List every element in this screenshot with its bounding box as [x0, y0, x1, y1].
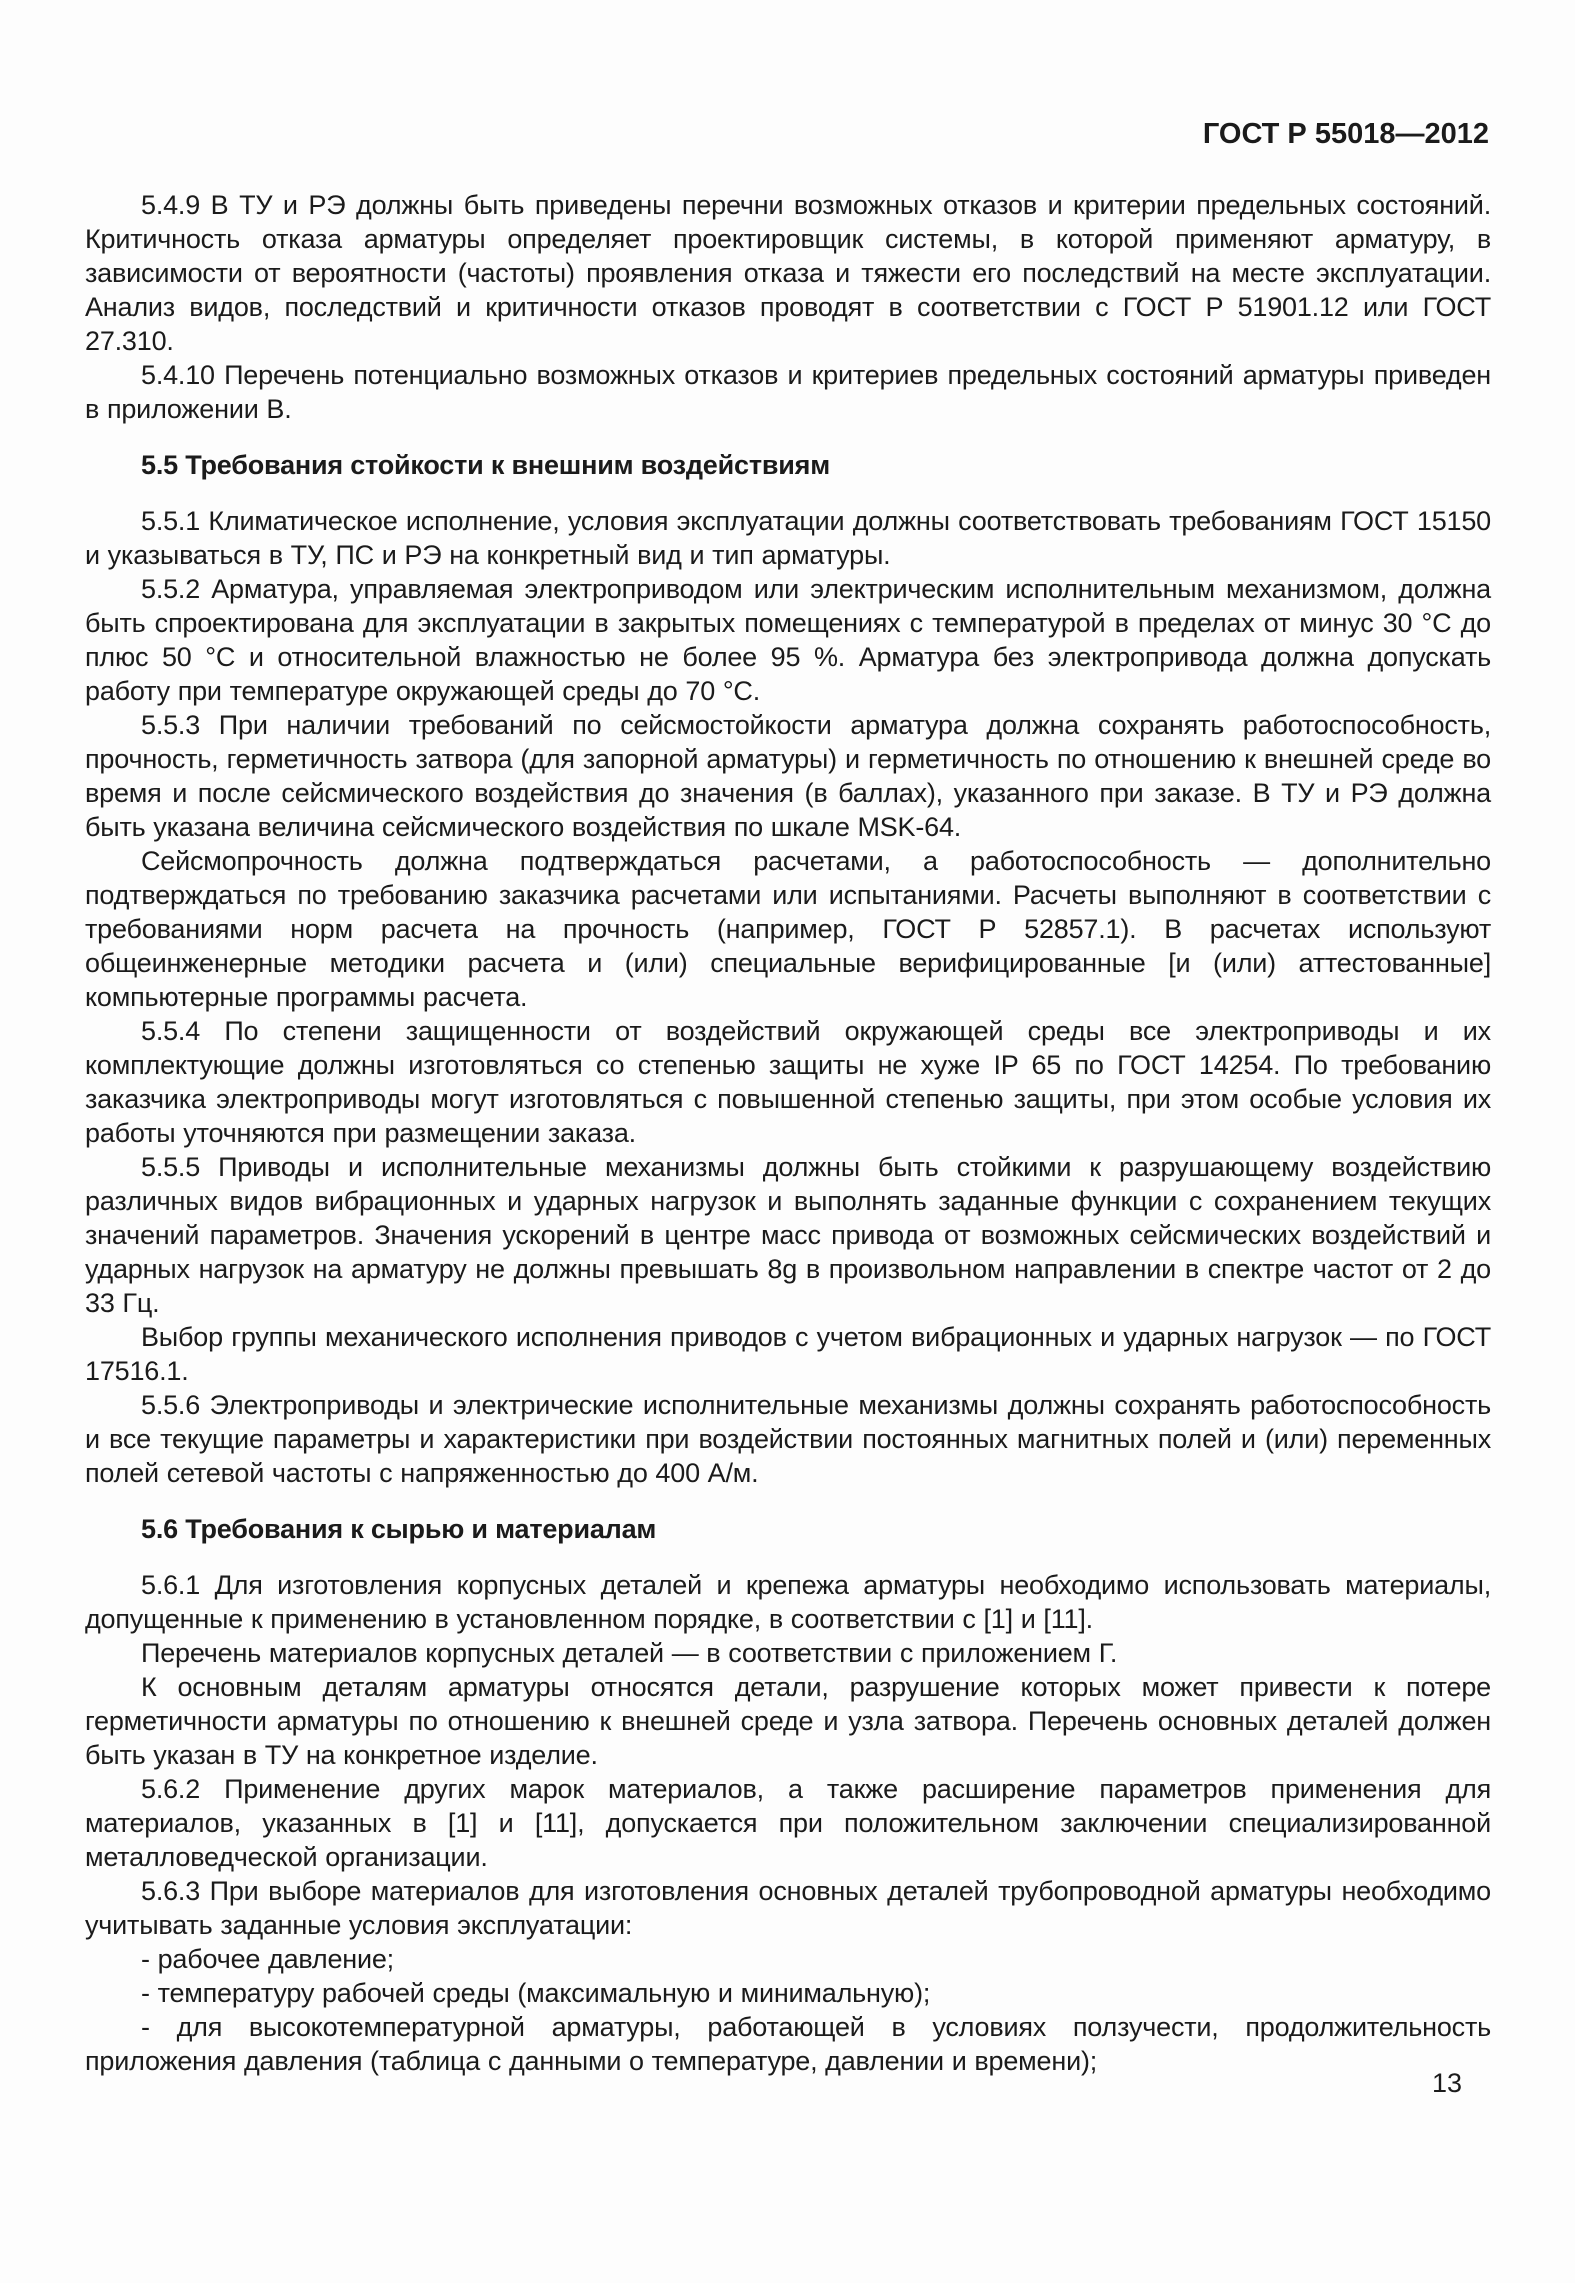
paragraph: - рабочее давление;: [141, 1944, 394, 1974]
paragraph: - для высокотемпературной арматуры, работающей в условиях ползучести, продолжительность приложения давления (таблица с данными о температуре, давлении и времени);: [85, 2012, 1491, 2076]
paragraph: 5.5.4 По степени защищенности от воздействий окружающей среды все электроприводы и их комплектующие должны изготовляться со степенью защиты не хуже IP 65 по ГОСТ 14254. По требованию заказчика электроприводы могут изготовляться с повышенной степенью защиты, при этом особые условия их работы уточняются при размещении заказа.: [85, 1016, 1491, 1148]
paragraph: 5.6.1 Для изготовления корпусных деталей и крепежа арматуры необходимо использовать материалы, допущенные к применению в установленном порядке, в соответствии с [1] и [11].: [85, 1570, 1491, 1634]
section-heading: 5.6 Требования к сырью и материалам: [141, 1514, 657, 1544]
page-number: 13: [1431, 2068, 1462, 2098]
paragraph: 5.4.10 Перечень потенциально возможных отказов и критериев предельных состояний арматуры приведен в приложении В.: [85, 360, 1491, 424]
paragraph: Сейсмопрочность должна подтверждаться расчетами, а работоспособность — дополнительно подтверждаться по требованию заказчика расчетами или испытаниями. Расчеты выполняют в соответствии с требованиями норм расчета на прочность (например, ГОСТ Р 52857.1). В расчетах используют общеинженерные методики расчета и (или) специальные верифицированные [и (или) аттестованные] компьютерные программы расчета.: [85, 846, 1491, 1012]
paragraph: 5.6.3 При выборе материалов для изготовления основных деталей трубопроводной арматуры необходимо учитывать заданные условия эксплуатации:: [85, 1876, 1491, 1940]
paragraph: - температуру рабочей среды (максимальную и минимальную);: [141, 1978, 931, 2008]
paragraph: 5.5.1 Климатическое исполнение, условия эксплуатации должны соответствовать требованиям ГОСТ 15150 и указываться в ТУ, ПС и РЭ на конкретный вид и тип арматуры.: [85, 506, 1491, 570]
paragraph: 5.5.5 Приводы и исполнительные механизмы должны быть стойкими к разрушающему воздействию различных видов вибрационных и ударных нагрузок и выполнять заданные функции с сохранением текущих значений параметров. Значения ускорений в центре масс привода от возможных сейсмических воздействий и ударных нагрузок на арматуру не должны превышать 8g в произвольном направлении в спектре частот от 2 до 33 Гц.: [85, 1152, 1491, 1318]
paragraph: 5.4.9 В ТУ и РЭ должны быть приведены перечни возможных отказов и критерии предельных состояний. Критичность отказа арматуры определяет проектировщик системы, в которой применяют арматуру, в зависимости от вероятности (частоты) проявления отказа и тяжести его последствий на месте эксплуатации. Анализ видов, последствий и критичности отказов проводят в соответствии с ГОСТ Р 51901.12 или ГОСТ 27.310.: [85, 190, 1491, 356]
paragraph: К основным деталям арматуры относятся детали, разрушение которых может привести к потере герметичности арматуры по отношению к внешней среде и узла затвора. Перечень основных деталей должен быть указан в ТУ на конкретное изделие.: [85, 1672, 1491, 1770]
document-standard-code: ГОСТ Р 55018—2012: [1202, 118, 1489, 150]
paragraph: 5.5.2 Арматура, управляемая электроприводом или электрическим исполнительным механизмом, должна быть спроектирована для эксплуатации в закрытых помещениях с температурой в пределах от минус 30 °С до плюс 50 °С и относительной влажностью не более 95 %. Арматура без электропривода должна допускать работу при температуре окружающей среды до 70 °С.: [85, 574, 1491, 706]
document-body: [85, 188, 1491, 2078]
paragraph: Перечень материалов корпусных деталей — в соответствии с приложением Г.: [141, 1638, 1118, 1668]
paragraph: 5.5.3 При наличии требований по сейсмостойкости арматура должна сохранять работоспособность, прочность, герметичность затвора (для запорной арматуры) и герметичность по отношению к внешней среде во время и после сейсмического воздействия до значения (в баллах), указанного при заказе. В ТУ и РЭ должна быть указана величина сейсмического воздействия по шкале MSK-64.: [85, 710, 1491, 842]
paragraph: 5.6.2 Применение других марок материалов, а также расширение параметров применения для материалов, указанных в [1] и [11], допускается при положительном заключении специализированной металловедческой организации.: [85, 1774, 1491, 1872]
section-heading: 5.5 Требования стойкости к внешним воздействиям: [141, 450, 830, 480]
paragraph: Выбор группы механического исполнения приводов с учетом вибрационных и ударных нагрузок — по ГОСТ 17516.1.: [85, 1322, 1491, 1386]
paragraph: 5.5.6 Электроприводы и электрические исполнительные механизмы должны сохранять работоспособность и все текущие параметры и характеристики при воздействии постоянных магнитных полей и (или) переменных полей сетевой частоты с напряженностью до 400 А/м.: [85, 1390, 1491, 1488]
